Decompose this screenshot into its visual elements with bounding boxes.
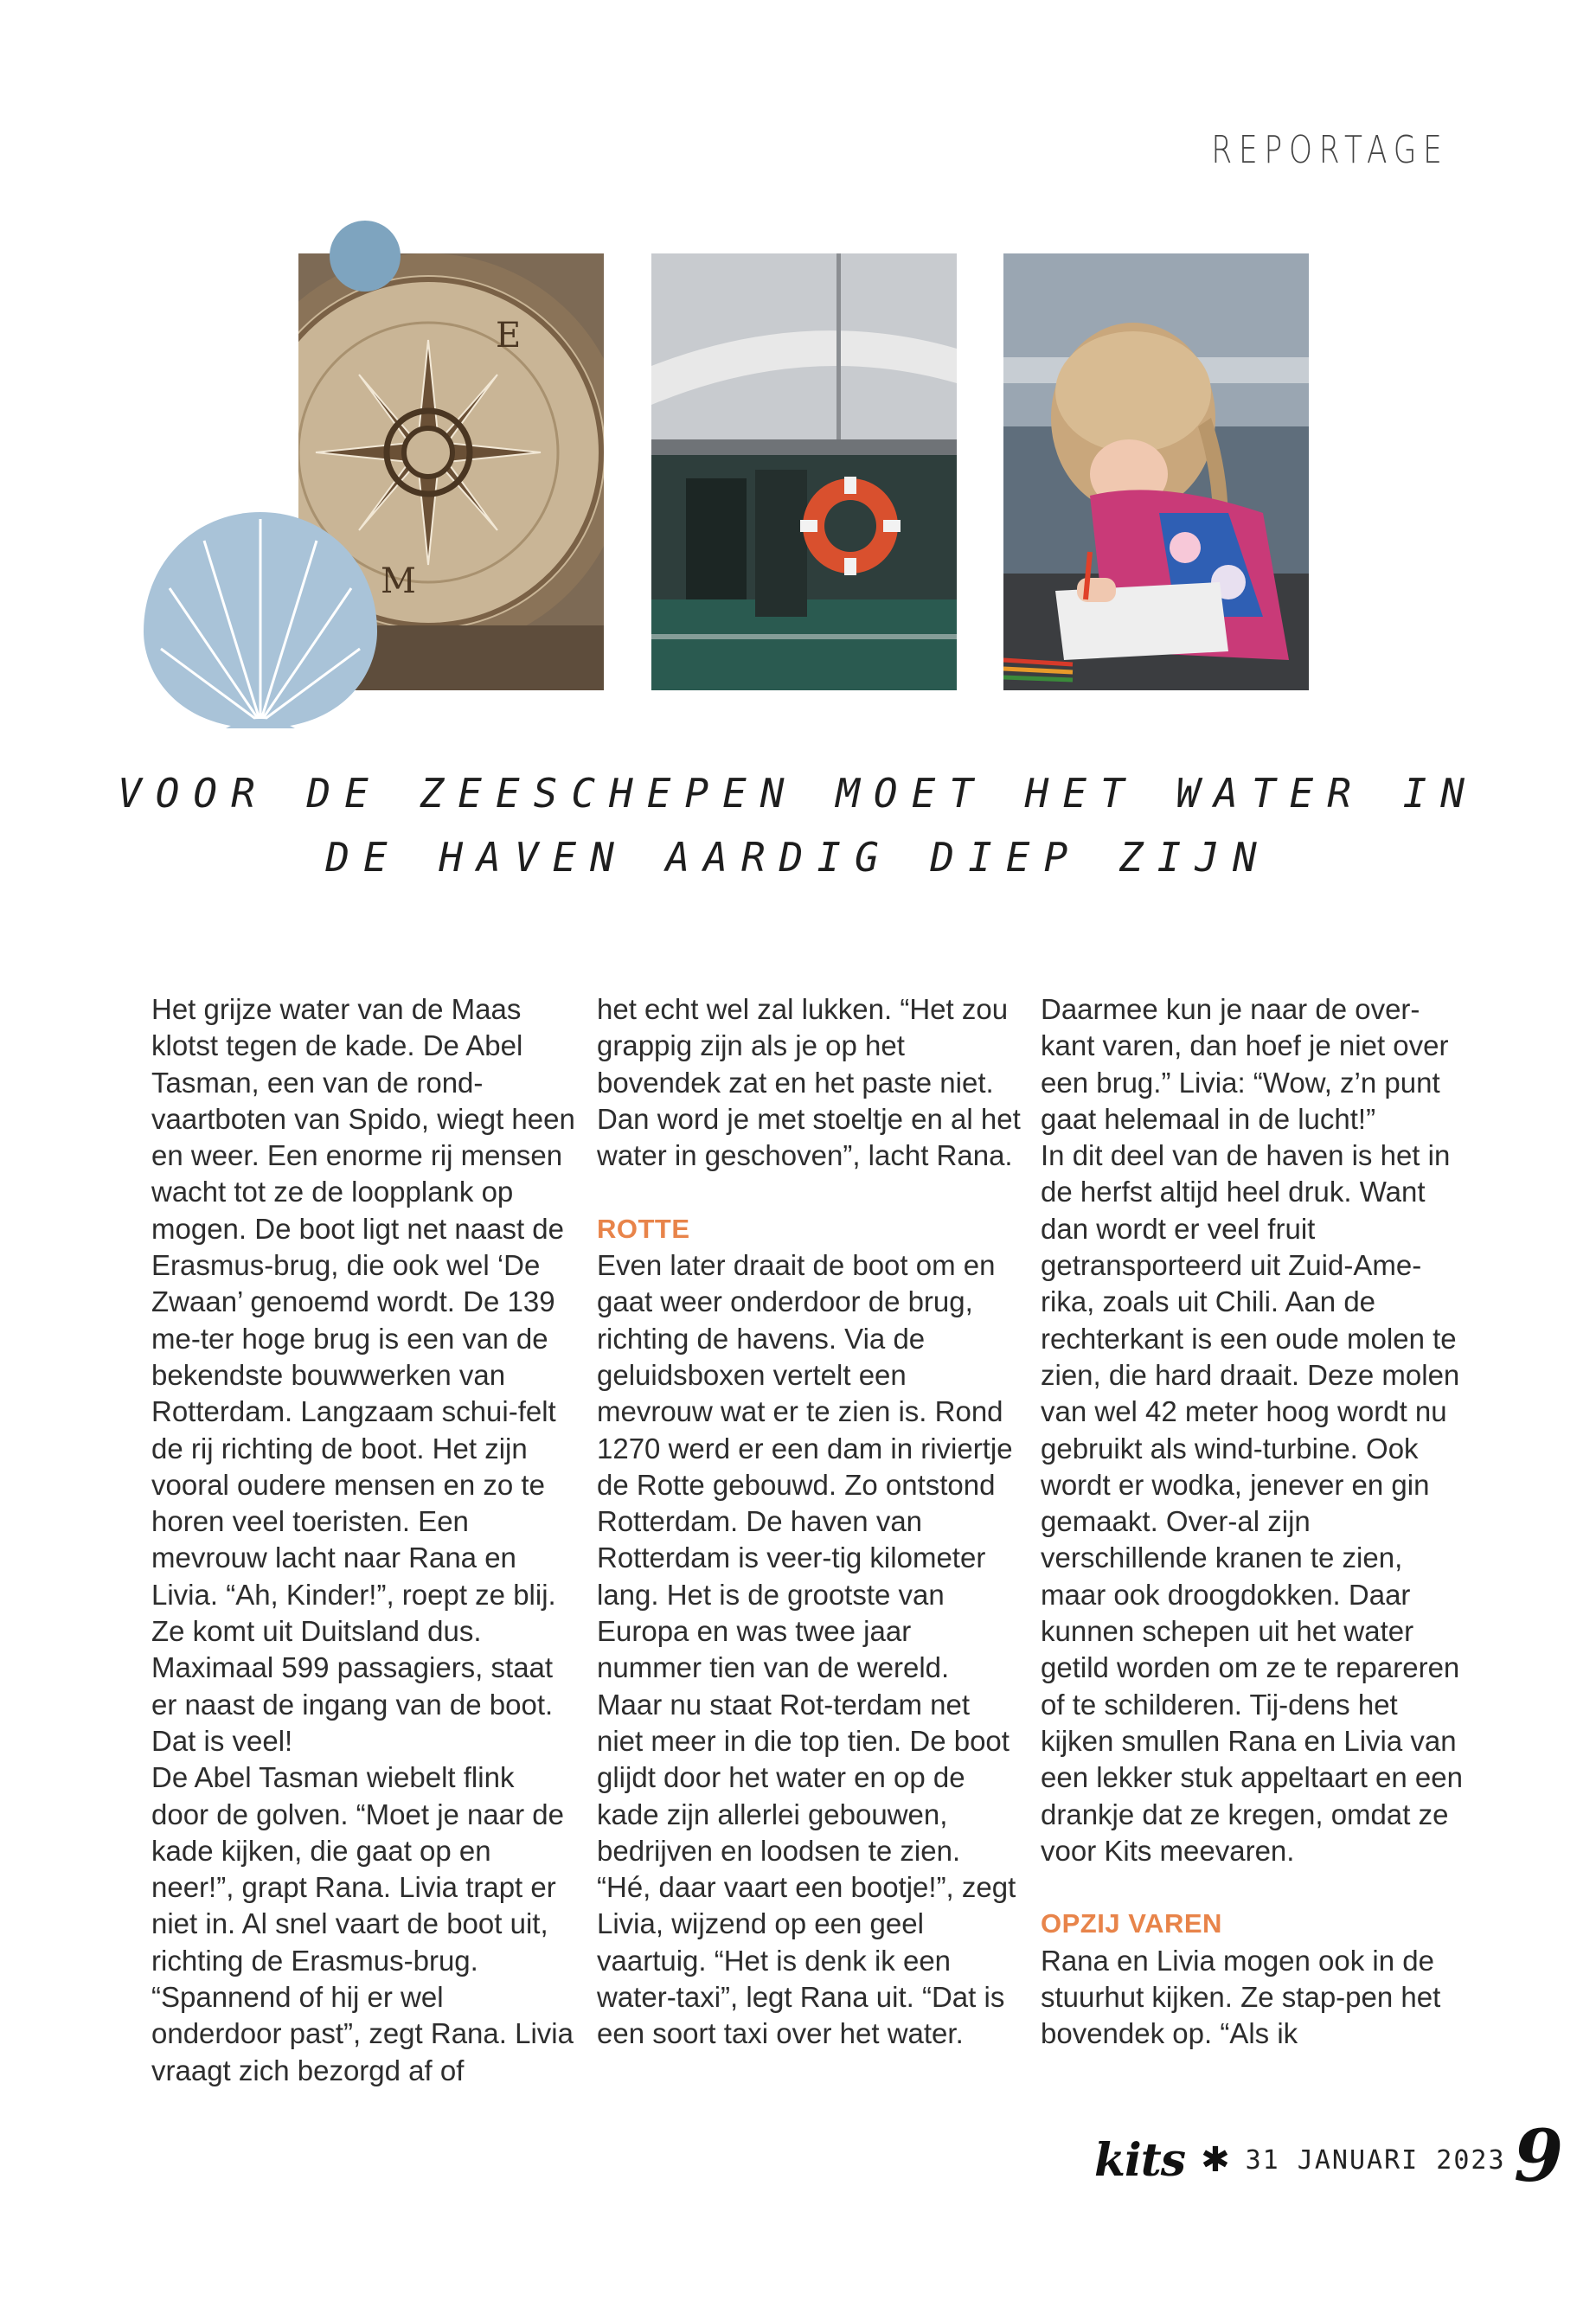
article-paragraph: het echt wel zal lukken. “Het zou grappig zijn als je op het bovendek zat en het paste niet. Dan word je met stoeltje en al het water in geschoven”, lacht Rana. (597, 993, 1021, 1172)
section-label: REPORTAGE (1211, 128, 1449, 172)
article-paragraph: De Abel Tasman wiebelt flink door de golven. “Moet je naar de kade kijken, die gaat op en neer!”, grapt Rana. Livia trapt er niet in. Al snel vaart de boot uit, richting de Erasmus-brug. “Spannend of hij er wel onderdoor past”, zegt Rana. Livia vraagt zich bezorgd af of (151, 1761, 574, 2086)
article-paragraph: Rana en Livia mogen ook in de stuurhut kijken. Ze stap-pen het bovendek op. “Als ik (1041, 1944, 1441, 2050)
pull-quote-line-1: VOOR DE ZEESCHEPEN MOET HET WATER IN (118, 770, 1478, 817)
subheading-opzij-varen: OPZIJ VAREN (1041, 1908, 1222, 1939)
article-paragraph: Het grijze water van de Maas klotst tegen de kade. De Abel Tasman, een van de rond-vaartboten van Spido, wiegt heen en weer. Een enorme rij mensen wacht tot ze de loopplank op mogen. De boot ligt net naast de Erasmus-brug, die ook wel ‘De Zwaan’ genoemd wordt. De 139 me-ter hoge brug is een van de bekendste bouwwerken van Rotterdam. Langzaam schui-felt de rij richting de boot. Het zijn vooral oudere mensen en zo te horen veel toeristen. Een mevrouw lacht naar Rana en Livia. “Ah, Kinder!”, roept ze blij. Ze komt uit Duitsland dus. Maximaal 599 passagiers, staat er naast de ingang van de boot. Dat is veel! (151, 993, 575, 1757)
pull-quote-line-2: DE HAVEN AARDIG DIEP ZIJN (325, 834, 1271, 881)
article-paragraph: Daarmee kun je naar de over-kant varen, dan hoef je niet over een brug.” Livia: “Wow, z’n punt gaat helemaal in de lucht!” (1041, 993, 1449, 1135)
article-paragraph: In dit deel van de haven is het in de herfst altijd heel druk. Want dan wordt er veel fruit getransporteerd uit Zuid-Ame-rika, zoals uit Chili. Aan de rechterkant is een oude molen te zien, die hard draait. Deze molen van wel 42 meter hoog wordt nu gebruikt als wind-turbine. Ook wordt er wodka, jenever en gin gemaakt. Over-al zijn verschillende kranen te zien, maar ook droogdokken. Daar kunnen schepen uit het water getild worden om ze te repareren of te schilderen. Tij-dens het kijken smullen Rana en Livia van een lekker stuk appeltaart en een drankje dat ze kregen, omdat ze voor Kits meevaren. (1041, 1139, 1463, 1867)
article-column-1 (151, 991, 575, 2089)
issue-date: 31 JANUARI 2023 (1245, 2144, 1506, 2176)
svg-text:E: E (496, 316, 522, 356)
article-column-3 (1041, 991, 1465, 2053)
svg-text:M: M (381, 561, 416, 601)
pull-quote (0, 761, 1596, 889)
photo-ship-deck (651, 253, 957, 690)
asterisk-icon: ✱ (1201, 2141, 1230, 2179)
page-number: 9 (1514, 2115, 1564, 2198)
seashell-icon (144, 502, 377, 735)
article-paragraph: Even later draait de boot om en gaat weer onderdoor de brug, richting de havens. Via de geluidsboxen vertelt een mevrouw wat er te zien is. Rond 1270 werd er een dam in riviertje de Rotte gebouwd. Zo ontstond Rotterdam. De haven van Rotterdam is veer-tig kilometer lang. Het is de grootste van Europa en was twee jaar nummer tien van de wereld. Maar nu staat Rot-terdam net niet meer in die top tien. De boot glijdt door het water en op de kade zijn allerlei gebouwen, bedrijven en loodsen te zien. “Hé, daar vaart een bootje!”, zegt Livia, wijzend op een geel vaartuig. “Het is denk ik een water-taxi”, legt Rana uit. “Dat is een soort taxi over het water. (597, 1249, 1016, 2050)
subheading-rotte: ROTTE (597, 1213, 690, 1244)
photo-girl-drawing (1003, 253, 1309, 690)
ship-deck-lifebuoy-icon (651, 253, 957, 690)
decorative-dot (330, 221, 401, 292)
article-column-2 (597, 991, 1021, 2053)
page-footer (1094, 2130, 1506, 2190)
girl-drawing-icon (1003, 253, 1309, 690)
magazine-logo: kits (1094, 2133, 1186, 2187)
